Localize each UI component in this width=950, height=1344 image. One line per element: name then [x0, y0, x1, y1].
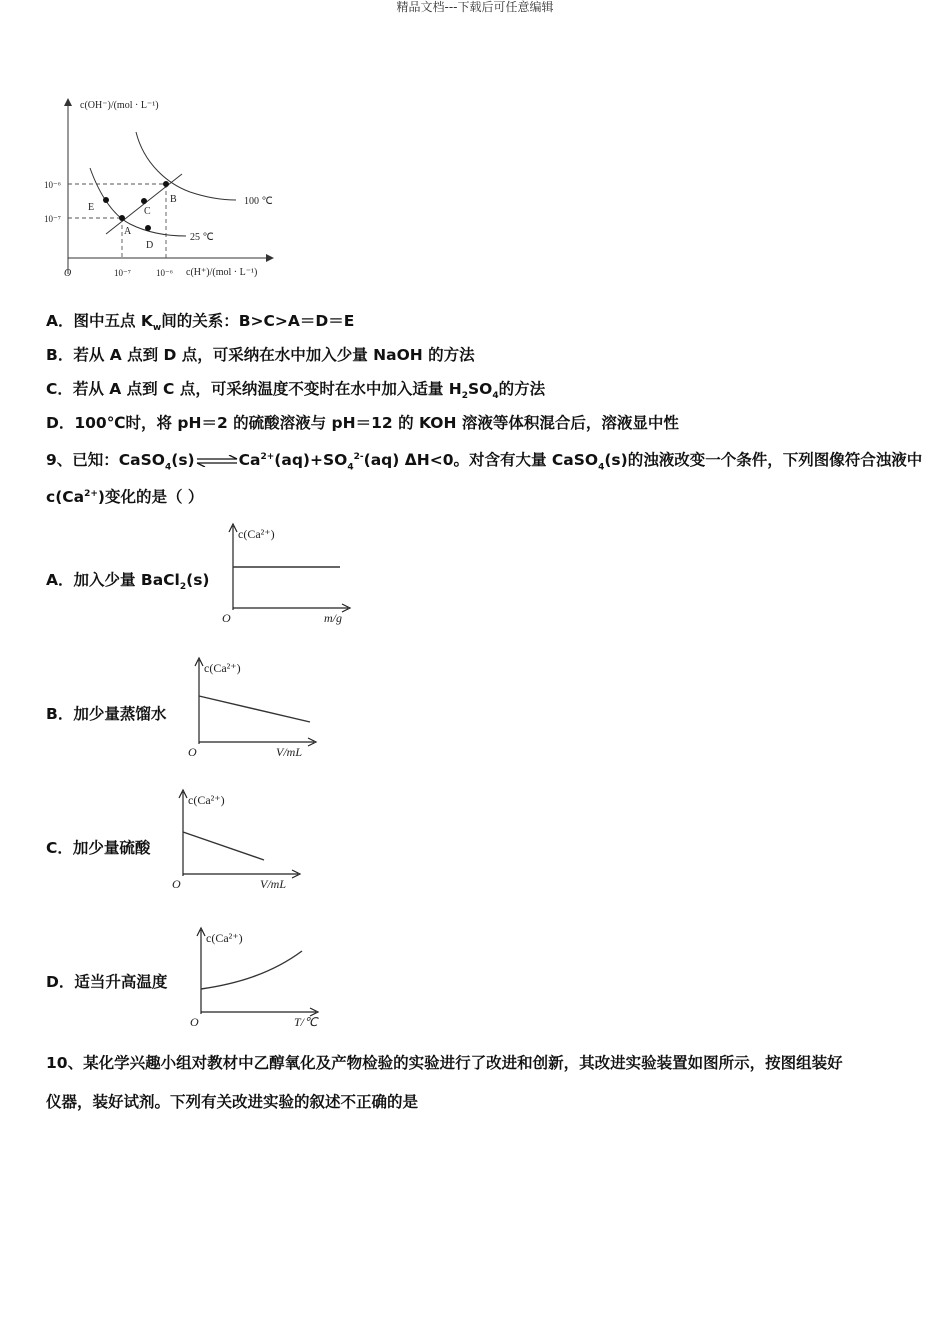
q9-option-d: D．适当升高温度 — [46, 973, 168, 991]
x-tick-2: 10⁻⁶ — [156, 268, 173, 278]
q8-option-a: A．图中五点 $K_w$间的关系：B>C>A＝D＝E — [46, 312, 355, 334]
point-e-label: E — [88, 202, 95, 213]
curve-100c-label: 100 ℃ — [244, 196, 273, 207]
q9-option-a: A．加入少量 BaCl$_2$(s) — [46, 571, 210, 593]
q8-option-b: B．若从 A 点到 D 点，可采纳在水中加入少量 NaOH 的方法 — [46, 346, 475, 364]
graph-b-ylabel: c(Ca²⁺) — [204, 661, 241, 675]
graph-c-ylabel: c(Ca²⁺) — [188, 793, 225, 807]
q9-stem-line1: 9、已知：CaSO$_4$(s) $Ca^{2+}(aq)+SO_4^{2-}(aq)$ ΔH<0。对含有大量 CaSO$_4$(s)的浊液改变一个条件，下列图像符合浊液中 — [46, 451, 923, 473]
graph-b-trend — [199, 696, 310, 722]
graph-a — [218, 520, 358, 630]
graph-c — [168, 786, 308, 896]
origin-label: O — [64, 268, 72, 279]
graph-d-origin: O — [190, 1015, 199, 1029]
graph-d-ylabel: c(Ca²⁺) — [206, 931, 243, 945]
x-axis-label: c(H⁺)/(mol · L⁻¹) — [186, 267, 258, 278]
y-axis-label: c(OH⁻)/(mol · L⁻¹) — [80, 100, 159, 111]
point-c — [141, 198, 147, 204]
graph-d — [186, 924, 326, 1034]
point-a-label: A — [124, 226, 132, 237]
kw-curve-figure — [40, 92, 300, 292]
x-tick-1: 10⁻⁷ — [114, 268, 131, 278]
q9-stem-line2: $c(Ca^{2+})$变化的是（ ） — [46, 488, 204, 507]
point-b-label: B — [170, 194, 177, 205]
q8-option-c: C．若从 A 点到 C 点，可采纳温度不变时在水中加入适量 $H_2SO_4$的方法 — [46, 380, 546, 402]
graph-b-origin: O — [188, 745, 197, 759]
graph-a-origin: O — [222, 611, 231, 625]
graph-d-trend — [201, 951, 302, 989]
y-tick-2: 10⁻⁷ — [44, 214, 61, 224]
curve-25c-label: 25 ℃ — [190, 232, 214, 243]
graph-b-xlabel: V/mL — [276, 745, 303, 759]
graph-d-xlabel: T/℃ — [294, 1015, 318, 1029]
graph-b — [184, 654, 324, 764]
q9-option-b: B．加少量蒸馏水 — [46, 705, 167, 723]
graph-c-xlabel: V/mL — [260, 877, 287, 891]
graph-c-trend — [183, 832, 264, 860]
point-a — [119, 215, 125, 221]
q10-stem-line1: 10、某化学兴趣小组对教材中乙醇氧化及产物检验的实验进行了改进和创新，其改进实验装置如图所示，按图组装好 — [46, 1054, 843, 1072]
curve-100c — [136, 132, 236, 200]
graph-c-origin: O — [172, 877, 181, 891]
point-d-label: D — [146, 240, 154, 251]
point-c-label: C — [144, 206, 151, 217]
point-d — [145, 225, 151, 231]
q10-stem-line2: 仪器，装好试剂。下列有关改进实验的叙述不正确的是 — [46, 1093, 419, 1111]
equilibrium-arrow-icon — [195, 455, 239, 467]
point-e — [103, 197, 109, 203]
q9-option-c: C．加少量硫酸 — [46, 839, 151, 857]
graph-a-xlabel: m/g — [324, 611, 342, 625]
graph-a-ylabel: c(Ca²⁺) — [238, 527, 275, 541]
y-tick-1: 10⁻⁶ — [44, 180, 61, 190]
q8-option-d: D．100℃时，将 pH＝2 的硫酸溶液与 pH＝12 的 KOH 溶液等体积混合后，溶液显中性 — [46, 414, 679, 432]
point-b — [163, 181, 169, 187]
page-header: 精品文档---下载后可任意编辑 — [396, 0, 554, 14]
